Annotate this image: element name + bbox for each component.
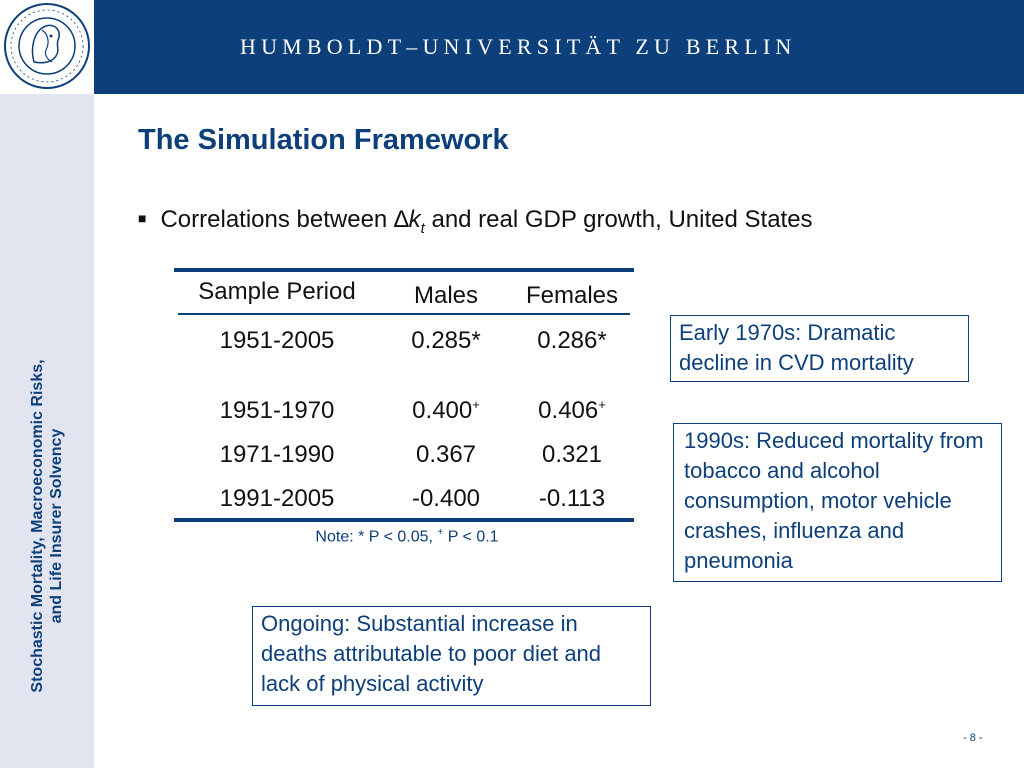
row-period: 1951-2005 xyxy=(219,327,335,354)
row-males: 0.400+ xyxy=(412,397,480,424)
table-note: Note: * P < 0.05, + P < 0.1 xyxy=(315,527,499,546)
column-header-period: Sample Period xyxy=(198,278,356,305)
table-top-rule xyxy=(174,268,634,272)
university-name: HUMBOLDT–UNIVERSITÄT ZU BERLIN xyxy=(240,34,797,59)
row-females: 0.406+ xyxy=(538,397,606,424)
row-males: 0.285* xyxy=(411,327,481,354)
row-males: -0.400 xyxy=(411,485,481,512)
callout-1990s: 1990s: Reduced mortality from tobacco and alcohol consumption, motor vehicle crashes, influenza and pneumonia xyxy=(673,423,1002,582)
row-females: 0.321 xyxy=(541,441,603,468)
k-symbol: k xyxy=(408,206,421,233)
presentation-title xyxy=(28,359,66,692)
delta-symbol: ∆ xyxy=(393,206,409,233)
row-period: 1991-2005 xyxy=(219,485,335,512)
row-females: -0.113 xyxy=(538,485,606,512)
row-males: 0.367 xyxy=(415,441,477,468)
column-header-males: Males xyxy=(413,282,479,309)
callout-1970s: Early 1970s: Dramatic decline in CVD mortality xyxy=(670,315,969,382)
slide-title: The Simulation Framework xyxy=(138,124,509,156)
bullet-item xyxy=(138,206,813,237)
bullet-square-icon: ■ xyxy=(138,210,147,226)
logo xyxy=(0,0,94,94)
column-header-females: Females xyxy=(525,282,619,309)
row-period: 1971-1990 xyxy=(219,441,335,468)
bullet-text-after: and real GDP growth, United States xyxy=(424,206,813,233)
sidebar xyxy=(0,94,94,768)
callout-ongoing: Ongoing: Substantial increase in deaths attributable to poor diet and lack of physical activity xyxy=(252,606,651,706)
table-header-rule xyxy=(178,313,630,315)
header-bar xyxy=(0,0,1024,94)
table-bottom-rule xyxy=(174,518,634,522)
presentation-title-line1: Stochastic Mortality, Macroeconomic Risks, xyxy=(29,359,46,693)
row-period: 1951-1970 xyxy=(219,397,335,424)
presentation-title-line2: and Life Insurer Solvency xyxy=(48,428,65,624)
subscript-t: t xyxy=(420,219,425,237)
bullet-text-before: Correlations between xyxy=(160,206,394,233)
university-seal-icon xyxy=(0,0,94,94)
row-females: 0.286* xyxy=(537,327,607,354)
page-number: - 8 - xyxy=(963,732,983,744)
